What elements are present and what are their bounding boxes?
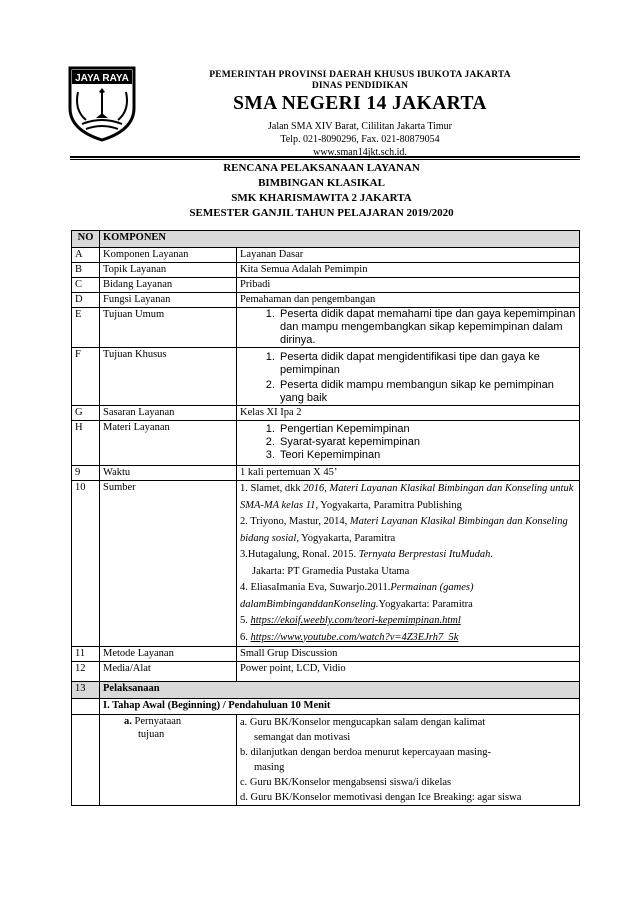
materi-list [240,421,576,462]
source-publisher: Jakarta: PT Gramedia Pustaka Utama [252,565,410,577]
row-label: Tujuan Umum [100,308,237,348]
table-row [72,662,580,682]
source-title: Materi Layanan Klasikal Bimbingan dan Konseling bidang sosial [240,516,568,544]
row-value [237,421,580,466]
table-row-pelaksanaan [72,682,580,699]
row-no: D [72,293,100,308]
row-no: 9 [72,466,100,481]
source-author: 4. EliasaImania Eva, Suwarjo.2011. [240,582,391,593]
row-no: C [72,278,100,293]
logo-text: JAYA RAYA [75,73,129,84]
step-a-activities [237,715,580,806]
source-item [240,580,576,613]
table-row [72,293,580,308]
source-punct: . [490,549,493,560]
table-row-sumber [72,481,580,647]
row-label: Pelaksanaan [100,682,580,699]
row-label: Media/Alat [100,662,237,682]
source-link[interactable]: https://ekoif.weebly.com/teori-kepemimpinan.html [250,615,461,626]
row-no: 12 [72,662,100,682]
list-item: 3. Teori Kepemimpinan [278,449,576,462]
row-label: Waktu [100,466,237,481]
table-row-tahap [72,699,580,715]
source-title: Permainan (games) dalamBimbinganddanKonseling. [240,582,474,610]
step-a-title-2: tujuan [138,729,165,740]
row-label: Fungsi Layanan [100,293,237,308]
table-row-materi [72,421,580,466]
row-value: Pemahaman dan pengembangan [237,293,580,308]
source-item [240,481,576,514]
title-line: SMK KHARISMAWITA 2 JAKARTA [231,192,412,204]
activity-item: c. Guru BK/Konselor mengabsensi siswa/i dikelas [240,777,452,788]
list-item: 2. Syarat-syarat kepemimpinan [278,436,576,449]
tujuan-khusus-list [240,348,576,405]
row-value: 1 kali pertemuan X 45’ [237,466,580,481]
activity-item-cont: semangat dan motivasi [254,732,351,743]
table-row [72,248,580,263]
row-label: Komponen Layanan [100,248,237,263]
row-no: G [72,406,100,421]
title-line: SEMESTER GANJIL TAHUN PELAJARAN 2019/2020 [189,207,454,219]
table-row [72,466,580,481]
source-author: 2. Triyono, Mastur, 2014, [240,516,350,527]
row-value: Power point, LCD, Vidio [237,662,580,682]
row-no: F [72,348,100,406]
list-item: 1. Pengertian Kepemimpinan [278,423,576,436]
school-address [150,120,570,159]
row-no: E [72,308,100,348]
row-value: Kita Semua Adalah Pemimpin [237,263,580,278]
header-no: NO [72,231,100,248]
step-a-title-1: Pernyataan [134,716,182,727]
source-item [240,514,576,547]
source-title: 2016, Materi Layanan Klasikal Bimbingan dan Konseling untuk SMA-MA kelas 11 [240,483,574,511]
source-publisher: Yogyakarta: Paramitra [378,598,473,610]
row-label: Metode Layanan [100,647,237,662]
row-value [237,348,580,406]
step-a-marker: a. [124,716,132,727]
row-label: Sasaran Layanan [100,406,237,421]
source-publisher: , Yogyakarta, Paramitra Publishing [315,499,462,511]
table-row [72,278,580,293]
title-line: BIMBINGAN KLASIKAL [258,177,385,189]
tahap-awal-heading: I. Tahap Awal (Beginning) / Pendahuluan 10 Menit [100,699,580,715]
department-line: DINAS PENDIDIKAN [311,81,409,91]
source-author: 1. Slamet, dkk [240,483,304,494]
table-row [72,263,580,278]
table-row-step-a [72,715,580,806]
source-number: 6. [240,631,251,643]
address-line: Jalan SMA XIV Barat, Cililitan Jakarta Timur [268,121,452,132]
row-value: Small Grup Discussion [237,647,580,662]
row-no-empty [72,715,100,806]
header-komponen: KOMPONEN [100,231,580,248]
activity-item-cont: masing [254,762,285,773]
source-link[interactable]: https://www.youtube.com/watch?v=4Z3EJrh7_5k [250,631,459,643]
jakarta-emblem-icon [64,62,140,142]
source-title: Ternyata Berprestasi ItuMudah [358,549,491,560]
source-publisher: , Yogyakarta, Paramitra [296,532,396,544]
school-name: SMA NEGERI 14 JAKARTA [233,93,487,114]
row-no: 10 [72,481,100,647]
letterhead-government [150,70,570,92]
source-author: 3.Hutagalung, Ronal. 2015. [240,549,359,560]
list-item: 2. Peserta didik mampu membangun sikap ke pemimpinan yang baik [278,379,576,405]
row-no: B [72,263,100,278]
activity-item: b. dilanjutkan dengan berdoa menurut kepercayaan masing- [240,747,492,758]
row-value: Layanan Dasar [237,248,580,263]
row-no: 11 [72,647,100,662]
table-row [72,647,580,662]
activity-item: a. Guru BK/Konselor mengucapkan salam dengan kalimat [240,717,486,728]
row-label: Materi Layanan [100,421,237,466]
table-row-tujuan-umum [72,308,580,348]
table-header [72,231,580,248]
phone-line: Telp. 021-8090296, Fax. 021-80879054 [280,134,440,145]
source-item [240,547,576,564]
website-line: www.sman14jkt.sch.id. [313,147,407,158]
row-value: Kelas XI Ipa 2 [237,406,580,421]
source-item [240,613,576,630]
row-label: Tujuan Khusus [100,348,237,406]
row-no: A [72,248,100,263]
rpl-table [71,230,580,806]
row-label: Topik Layanan [100,263,237,278]
table-row-tujuan-khusus [72,348,580,406]
step-a-title [100,715,237,806]
source-number: 5. [240,615,251,626]
row-label: Sumber [100,481,237,647]
title-line: RENCANA PELAKSANAAN LAYANAN [223,162,420,174]
letterhead-rule-thin [70,159,580,160]
government-line: PEMERINTAH PROVINSI DAERAH KHUSUS IBUKOTA JAKARTA [209,70,511,80]
list-item: 1. Peserta didik dapat mengidentifikasi tipe dan gaya ke pemimpinan [278,351,576,377]
row-label: Bidang Layanan [100,278,237,293]
activity-item: d. Guru BK/Konselor memotivasi dengan Ice Breaking: agar siswa [240,792,522,803]
letterhead-rule [70,156,580,158]
row-value: Pribadi [237,278,580,293]
source-item [240,630,576,647]
row-no: H [72,421,100,466]
row-no: 13 [72,682,100,699]
tujuan-umum-list [240,308,576,347]
document-title [62,161,581,221]
list-item: 1. Peserta didik dapat memahami tipe dan gaya kepemimpinan dan mampu mengembangkan sikap kepemimpinan dalam dirinya. [278,308,576,347]
letterhead [62,62,581,160]
row-no-empty [72,699,100,715]
sumber-list [237,481,580,647]
row-value [237,308,580,348]
table-row [72,406,580,421]
